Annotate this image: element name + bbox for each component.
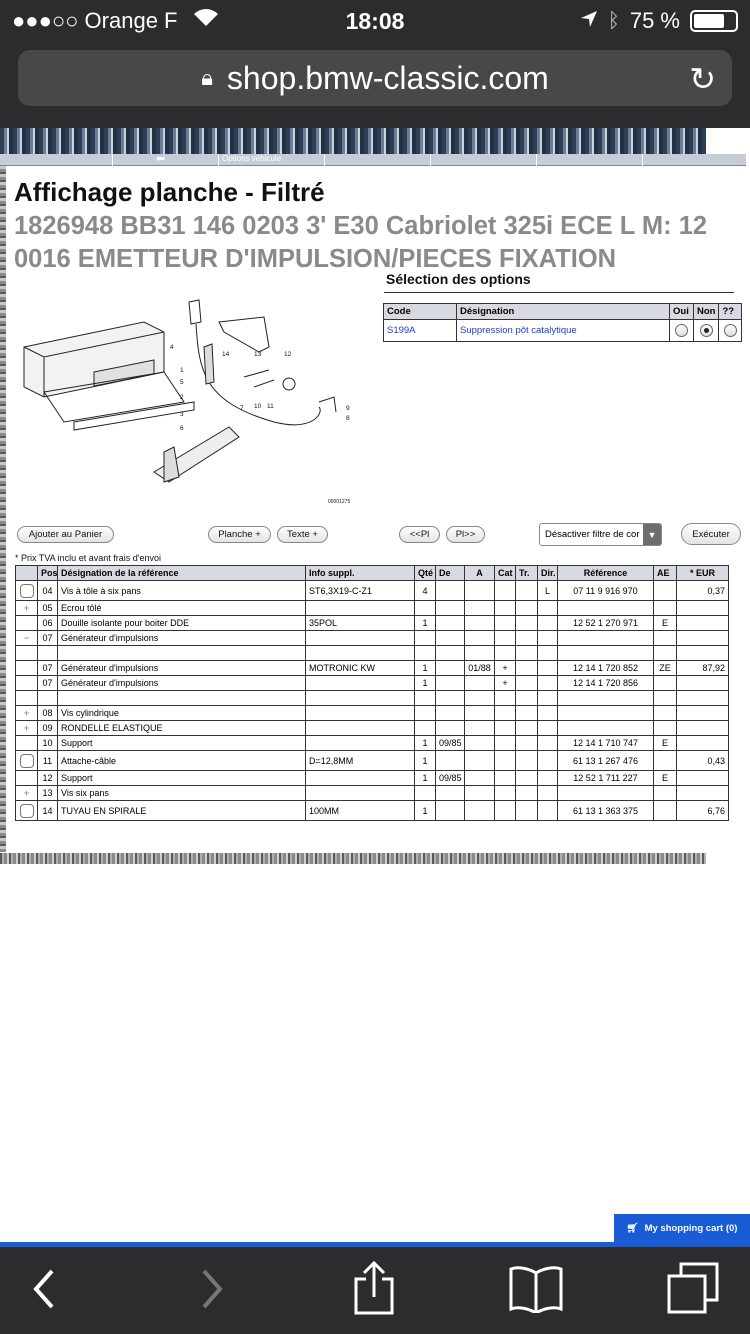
cell-eur xyxy=(677,676,729,691)
cell-de xyxy=(436,751,465,771)
site-nav xyxy=(0,154,746,166)
cell-tr xyxy=(516,736,538,751)
cell-pos xyxy=(38,646,58,661)
parts-header-designation: Désignation de la référence xyxy=(58,566,306,581)
option-code: S199A xyxy=(384,320,457,342)
cell-pos: 05 xyxy=(38,601,58,616)
nav-options-vehicule[interactable]: Options véhicule xyxy=(222,154,282,163)
cell-desig: Vis cylindrique xyxy=(58,706,306,721)
radio-oui[interactable] xyxy=(675,324,688,337)
cell-dir: L xyxy=(538,581,558,601)
expand-icon[interactable]: + xyxy=(23,788,30,798)
table-row xyxy=(16,771,729,786)
cell-eur xyxy=(677,631,729,646)
cell-eur xyxy=(677,736,729,751)
options-header-code: Code xyxy=(384,304,457,320)
cell-desig: Support xyxy=(58,736,306,751)
cell-de xyxy=(436,786,465,801)
cell-a xyxy=(465,801,495,821)
cell-cat xyxy=(495,581,516,601)
row-checkbox[interactable] xyxy=(20,804,34,818)
cell-a xyxy=(465,676,495,691)
filter-select[interactable] xyxy=(539,523,662,546)
cell-desig: Générateur d'impulsions xyxy=(58,631,306,646)
cell-dir xyxy=(538,676,558,691)
cell-info xyxy=(306,736,415,751)
svg-text:1: 1 xyxy=(180,367,184,374)
cell-tr xyxy=(516,646,538,661)
options-header-designation: Désignation xyxy=(457,304,670,320)
cell-desig xyxy=(58,646,306,661)
cell-cat xyxy=(495,631,516,646)
row-checkbox[interactable] xyxy=(20,584,34,598)
cell-ae xyxy=(654,706,677,721)
bookmarks-icon[interactable] xyxy=(508,1263,564,1318)
cell-cat xyxy=(495,706,516,721)
cell-ae xyxy=(654,801,677,821)
cell-pos: 06 xyxy=(38,616,58,631)
cell-eur xyxy=(677,601,729,616)
cell-desig: RONDELLE ELASTIQUE xyxy=(58,721,306,736)
svg-text:11: 11 xyxy=(267,403,274,410)
cell-eur xyxy=(677,616,729,631)
svg-text:6: 6 xyxy=(180,425,184,432)
cell-dir xyxy=(538,616,558,631)
cell-ref xyxy=(558,631,654,646)
cell-a xyxy=(465,751,495,771)
table-row xyxy=(16,616,729,631)
table-row xyxy=(16,721,729,736)
cell-a xyxy=(465,706,495,721)
cell-desig: Support xyxy=(58,771,306,786)
table-row xyxy=(16,736,729,751)
cell-cat xyxy=(495,801,516,821)
cell-cat xyxy=(495,616,516,631)
expand-icon[interactable]: + xyxy=(23,603,30,613)
cell-info xyxy=(306,721,415,736)
cell-ref: 12 14 1 710 747 xyxy=(558,736,654,751)
cell-ref: 61 13 1 267 476 xyxy=(558,751,654,771)
cell-de xyxy=(436,691,465,706)
parts-header-de: De xyxy=(436,566,465,581)
radio-non[interactable] xyxy=(700,324,713,337)
cell-qty xyxy=(415,786,436,801)
cell-dir xyxy=(538,706,558,721)
parts-header-select xyxy=(16,566,38,581)
cell-a xyxy=(465,771,495,786)
svg-text:9: 9 xyxy=(346,405,350,412)
cell-a xyxy=(465,646,495,661)
options-divider xyxy=(384,292,734,293)
cell-ref: 12 14 1 720 856 xyxy=(558,676,654,691)
parts-header-cat: Cat xyxy=(495,566,516,581)
cell-info xyxy=(306,676,415,691)
cell-desig: TUYAU EN SPIRALE xyxy=(58,801,306,821)
cell-ae xyxy=(654,581,677,601)
cell-qty: 4 xyxy=(415,581,436,601)
table-row xyxy=(16,676,729,691)
cell-info xyxy=(306,706,415,721)
cell-ref xyxy=(558,646,654,661)
cell-ref: 61 13 1 363 375 xyxy=(558,801,654,821)
cell-qty: 1 xyxy=(415,676,436,691)
parts-diagram xyxy=(14,292,359,507)
cell-ae xyxy=(654,691,677,706)
table-row xyxy=(16,706,729,721)
cell-dir xyxy=(538,786,558,801)
parts-header-ae: AE xyxy=(654,566,677,581)
cell-cat: + xyxy=(495,676,516,691)
cell-cat xyxy=(495,751,516,771)
cell-desig: Vis à tôle à six pans xyxy=(58,581,306,601)
add-to-cart-button[interactable]: Ajouter au Panier xyxy=(17,526,114,543)
options-table xyxy=(383,303,742,342)
table-row xyxy=(16,786,729,801)
parts-header-a: A xyxy=(465,566,495,581)
cell-qty: 1 xyxy=(415,771,436,786)
battery-icon xyxy=(690,10,738,32)
svg-text:3: 3 xyxy=(180,411,184,418)
cell-qty: 1 xyxy=(415,661,436,676)
cell-eur: 0,37 xyxy=(677,581,729,601)
cell-dir xyxy=(538,661,558,676)
option-designation: Suppression pôt catalytique xyxy=(457,320,670,342)
parts-header-tr: Tr. xyxy=(516,566,538,581)
cell-ae xyxy=(654,751,677,771)
cell-ae xyxy=(654,721,677,736)
cell-de xyxy=(436,631,465,646)
svg-text:5: 5 xyxy=(180,379,184,386)
svg-text:14: 14 xyxy=(222,351,230,358)
prev-planche-button[interactable]: <<Pl xyxy=(399,526,440,543)
cell-a xyxy=(465,736,495,751)
svg-text:4: 4 xyxy=(170,344,174,351)
cell-info xyxy=(306,786,415,801)
options-header-non: Non xyxy=(694,304,719,320)
address-bar[interactable] xyxy=(18,50,732,106)
parts-table xyxy=(15,565,729,821)
cell-eur xyxy=(677,721,729,736)
cell-de xyxy=(436,661,465,676)
chevron-down-icon: ▼ xyxy=(643,524,661,545)
svg-text:2: 2 xyxy=(180,394,184,401)
cart-icon: 🛒︎ xyxy=(626,1222,639,1234)
cell-qty: 1 xyxy=(415,751,436,771)
cell-info xyxy=(306,646,415,661)
cell-qty: 1 xyxy=(415,616,436,631)
cell-cat xyxy=(495,786,516,801)
url-text: shop.bmw-classic.com xyxy=(226,59,549,96)
bottom-decoration xyxy=(0,853,706,864)
planche-plus-button[interactable]: Planche + xyxy=(208,526,271,543)
cell-desig: Attache-câble xyxy=(58,751,306,771)
filter-select-value: Désactiver filtre de cor xyxy=(545,529,640,540)
collapse-icon[interactable]: − xyxy=(23,633,30,643)
cell-tr xyxy=(516,581,538,601)
cell-a xyxy=(465,691,495,706)
cell-cat xyxy=(495,771,516,786)
cell-cat xyxy=(495,721,516,736)
forward-icon[interactable] xyxy=(196,1265,226,1318)
cell-eur: 87,92 xyxy=(677,661,729,676)
cell-de xyxy=(436,676,465,691)
parts-header-dir: Dir. xyxy=(538,566,558,581)
cell-desig: Vis six pans xyxy=(58,786,306,801)
cell-tr xyxy=(516,706,538,721)
left-decoration xyxy=(0,166,6,852)
cell-ref xyxy=(558,786,654,801)
cell-pos: 10 xyxy=(38,736,58,751)
cell-tr xyxy=(516,631,538,646)
cell-desig: Douille isolante pour boiter DDE xyxy=(58,616,306,631)
cell-pos: 08 xyxy=(38,706,58,721)
parts-header-pos: Pos xyxy=(38,566,58,581)
cell-ae xyxy=(654,786,677,801)
cell-tr xyxy=(516,721,538,736)
diagram-caption: 00001275 xyxy=(328,499,351,505)
svg-text:12: 12 xyxy=(284,351,292,358)
cell-tr xyxy=(516,751,538,771)
cell-cat: + xyxy=(495,661,516,676)
options-header-oui: Oui xyxy=(670,304,694,320)
cell-tr xyxy=(516,676,538,691)
svg-text:13: 13 xyxy=(254,351,262,358)
cell-ref: 12 52 1 711 227 xyxy=(558,771,654,786)
cell-ref xyxy=(558,601,654,616)
next-planche-button[interactable]: Pl>> xyxy=(446,526,485,543)
cell-pos: 12 xyxy=(38,771,58,786)
cell-desig: Générateur d'impulsions xyxy=(58,661,306,676)
cell-dir xyxy=(538,721,558,736)
cell-ae xyxy=(654,601,677,616)
cell-eur: 6,76 xyxy=(677,801,729,821)
cell-pos: 13 xyxy=(38,786,58,801)
cell-de xyxy=(436,581,465,601)
table-row xyxy=(16,581,729,601)
expand-icon[interactable]: + xyxy=(23,723,30,733)
cell-tr xyxy=(516,786,538,801)
cell-info: D=12,8MM xyxy=(306,751,415,771)
options-row xyxy=(384,320,742,342)
cell-eur xyxy=(677,646,729,661)
cell-info: ST6,3X19-C-Z1 xyxy=(306,581,415,601)
cart-label: My shopping cart (0) xyxy=(644,1222,738,1234)
cell-a xyxy=(465,786,495,801)
cell-de: 09/85 xyxy=(436,736,465,751)
cell-dir xyxy=(538,691,558,706)
radio-unknown[interactable] xyxy=(724,324,737,337)
cell-tr xyxy=(516,771,538,786)
table-row xyxy=(16,646,729,661)
cell-ref: 12 14 1 720 852 xyxy=(558,661,654,676)
bluetooth-icon: ᛒ xyxy=(607,9,620,32)
cell-cat xyxy=(495,601,516,616)
cell-ref: 07 11 9 916 970 xyxy=(558,581,654,601)
cell-ref xyxy=(558,721,654,736)
cell-eur xyxy=(677,771,729,786)
cell-ref xyxy=(558,706,654,721)
row-checkbox[interactable] xyxy=(20,754,34,768)
table-row xyxy=(16,631,729,646)
cell-ae: E xyxy=(654,616,677,631)
cell-cat xyxy=(495,646,516,661)
cell-info xyxy=(306,601,415,616)
cell-de xyxy=(436,801,465,821)
cell-qty: 1 xyxy=(415,736,436,751)
cell-dir xyxy=(538,736,558,751)
cell-pos: 11 xyxy=(38,751,58,771)
svg-text:10: 10 xyxy=(254,403,262,410)
cell-tr xyxy=(516,691,538,706)
svg-text:7: 7 xyxy=(240,405,244,412)
cell-pos: 07 xyxy=(38,631,58,646)
cell-de xyxy=(436,616,465,631)
parts-header-reference: Référence xyxy=(558,566,654,581)
cell-pos: 09 xyxy=(38,721,58,736)
cell-pos: 14 xyxy=(38,801,58,821)
clock: 18:08 xyxy=(345,8,405,34)
status-bar xyxy=(0,0,750,40)
cell-ae xyxy=(654,646,677,661)
cell-eur xyxy=(677,786,729,801)
cell-tr xyxy=(516,661,538,676)
tabs-icon[interactable] xyxy=(666,1261,720,1320)
cell-pos: 07 xyxy=(38,676,58,691)
site-banner xyxy=(0,128,706,154)
cell-desig xyxy=(58,691,306,706)
cell-dir xyxy=(538,751,558,771)
cell-dir xyxy=(538,601,558,616)
location-icon xyxy=(580,8,598,34)
cell-info: 35POL xyxy=(306,616,415,631)
expand-icon[interactable]: + xyxy=(23,708,30,718)
back-arrow-icon[interactable]: ⬅ xyxy=(156,153,166,165)
cell-tr xyxy=(516,616,538,631)
svg-text:8: 8 xyxy=(346,415,350,422)
table-row xyxy=(16,691,729,706)
cell-dir xyxy=(538,646,558,661)
cell-ae: E xyxy=(654,771,677,786)
execute-button[interactable]: Exécuter xyxy=(681,523,741,545)
cell-info xyxy=(306,631,415,646)
table-row xyxy=(16,661,729,676)
page-title: Affichage planche - Filtré xyxy=(14,177,325,207)
cell-desig: Ecrou tôlé xyxy=(58,601,306,616)
lock-icon: 🔒︎ xyxy=(201,65,213,90)
cell-ae xyxy=(654,631,677,646)
cell-info: 100MM xyxy=(306,801,415,821)
carrier-label: ●●●○○ Orange F xyxy=(12,8,178,33)
table-row xyxy=(16,601,729,616)
texte-plus-button[interactable]: Texte + xyxy=(277,526,328,543)
cell-qty xyxy=(415,646,436,661)
browser-chrome xyxy=(0,0,750,128)
cell-qty: 1 xyxy=(415,801,436,821)
cell-de: 09/85 xyxy=(436,771,465,786)
cell-a xyxy=(465,721,495,736)
cell-eur xyxy=(677,706,729,721)
cell-info xyxy=(306,771,415,786)
table-row xyxy=(16,801,729,821)
page-subtitle: 1826948 BB31 146 0203 3' E30 Cabriolet 325i ECE L M: 12 0016 EMETTEUR D'IMPULSION/PIECES FIXATION xyxy=(14,212,708,273)
back-icon[interactable] xyxy=(30,1265,60,1318)
options-title: Sélection des options xyxy=(386,271,531,287)
cell-dir xyxy=(538,801,558,821)
battery-percent: 75 % xyxy=(629,8,680,33)
parts-header-eur: * EUR xyxy=(677,566,729,581)
cell-desig: Générateur d'impulsions xyxy=(58,676,306,691)
cell-ae: E xyxy=(654,736,677,751)
cell-info: MOTRONIC KW xyxy=(306,661,415,676)
cell-tr xyxy=(516,601,538,616)
price-note: * Prix TVA inclu et avant frais d'envoi xyxy=(15,553,161,563)
cell-dir xyxy=(538,771,558,786)
browser-toolbar xyxy=(0,1247,750,1334)
table-row xyxy=(16,751,729,771)
cell-de xyxy=(436,601,465,616)
cell-qty xyxy=(415,721,436,736)
cell-qty xyxy=(415,691,436,706)
cell-ae xyxy=(654,676,677,691)
cell-ae: ZE xyxy=(654,661,677,676)
cell-cat xyxy=(495,691,516,706)
parts-header-qty: Qté xyxy=(415,566,436,581)
cell-ref: 12 52 1 270 971 xyxy=(558,616,654,631)
cell-eur: 0,43 xyxy=(677,751,729,771)
cell-qty xyxy=(415,601,436,616)
cell-eur xyxy=(677,691,729,706)
cell-a xyxy=(465,581,495,601)
cell-info xyxy=(306,691,415,706)
cell-qty xyxy=(415,706,436,721)
cell-a xyxy=(465,601,495,616)
cell-pos: 07 xyxy=(38,661,58,676)
cell-tr xyxy=(516,801,538,821)
cell-pos: 04 xyxy=(38,581,58,601)
options-header-unknown: ?? xyxy=(719,304,742,320)
share-icon[interactable] xyxy=(352,1259,396,1320)
cell-cat xyxy=(495,736,516,751)
cell-dir xyxy=(538,631,558,646)
cell-a xyxy=(465,631,495,646)
reload-icon[interactable]: ↻ xyxy=(689,61,716,97)
cell-qty xyxy=(415,631,436,646)
shopping-cart-button[interactable] xyxy=(614,1214,750,1242)
parts-header-info: Info suppl. xyxy=(306,566,415,581)
cell-ref xyxy=(558,691,654,706)
cell-de xyxy=(436,706,465,721)
cell-a xyxy=(465,616,495,631)
cell-de xyxy=(436,646,465,661)
cell-a: 01/88 xyxy=(465,661,495,676)
cell-pos xyxy=(38,691,58,706)
cell-de xyxy=(436,721,465,736)
